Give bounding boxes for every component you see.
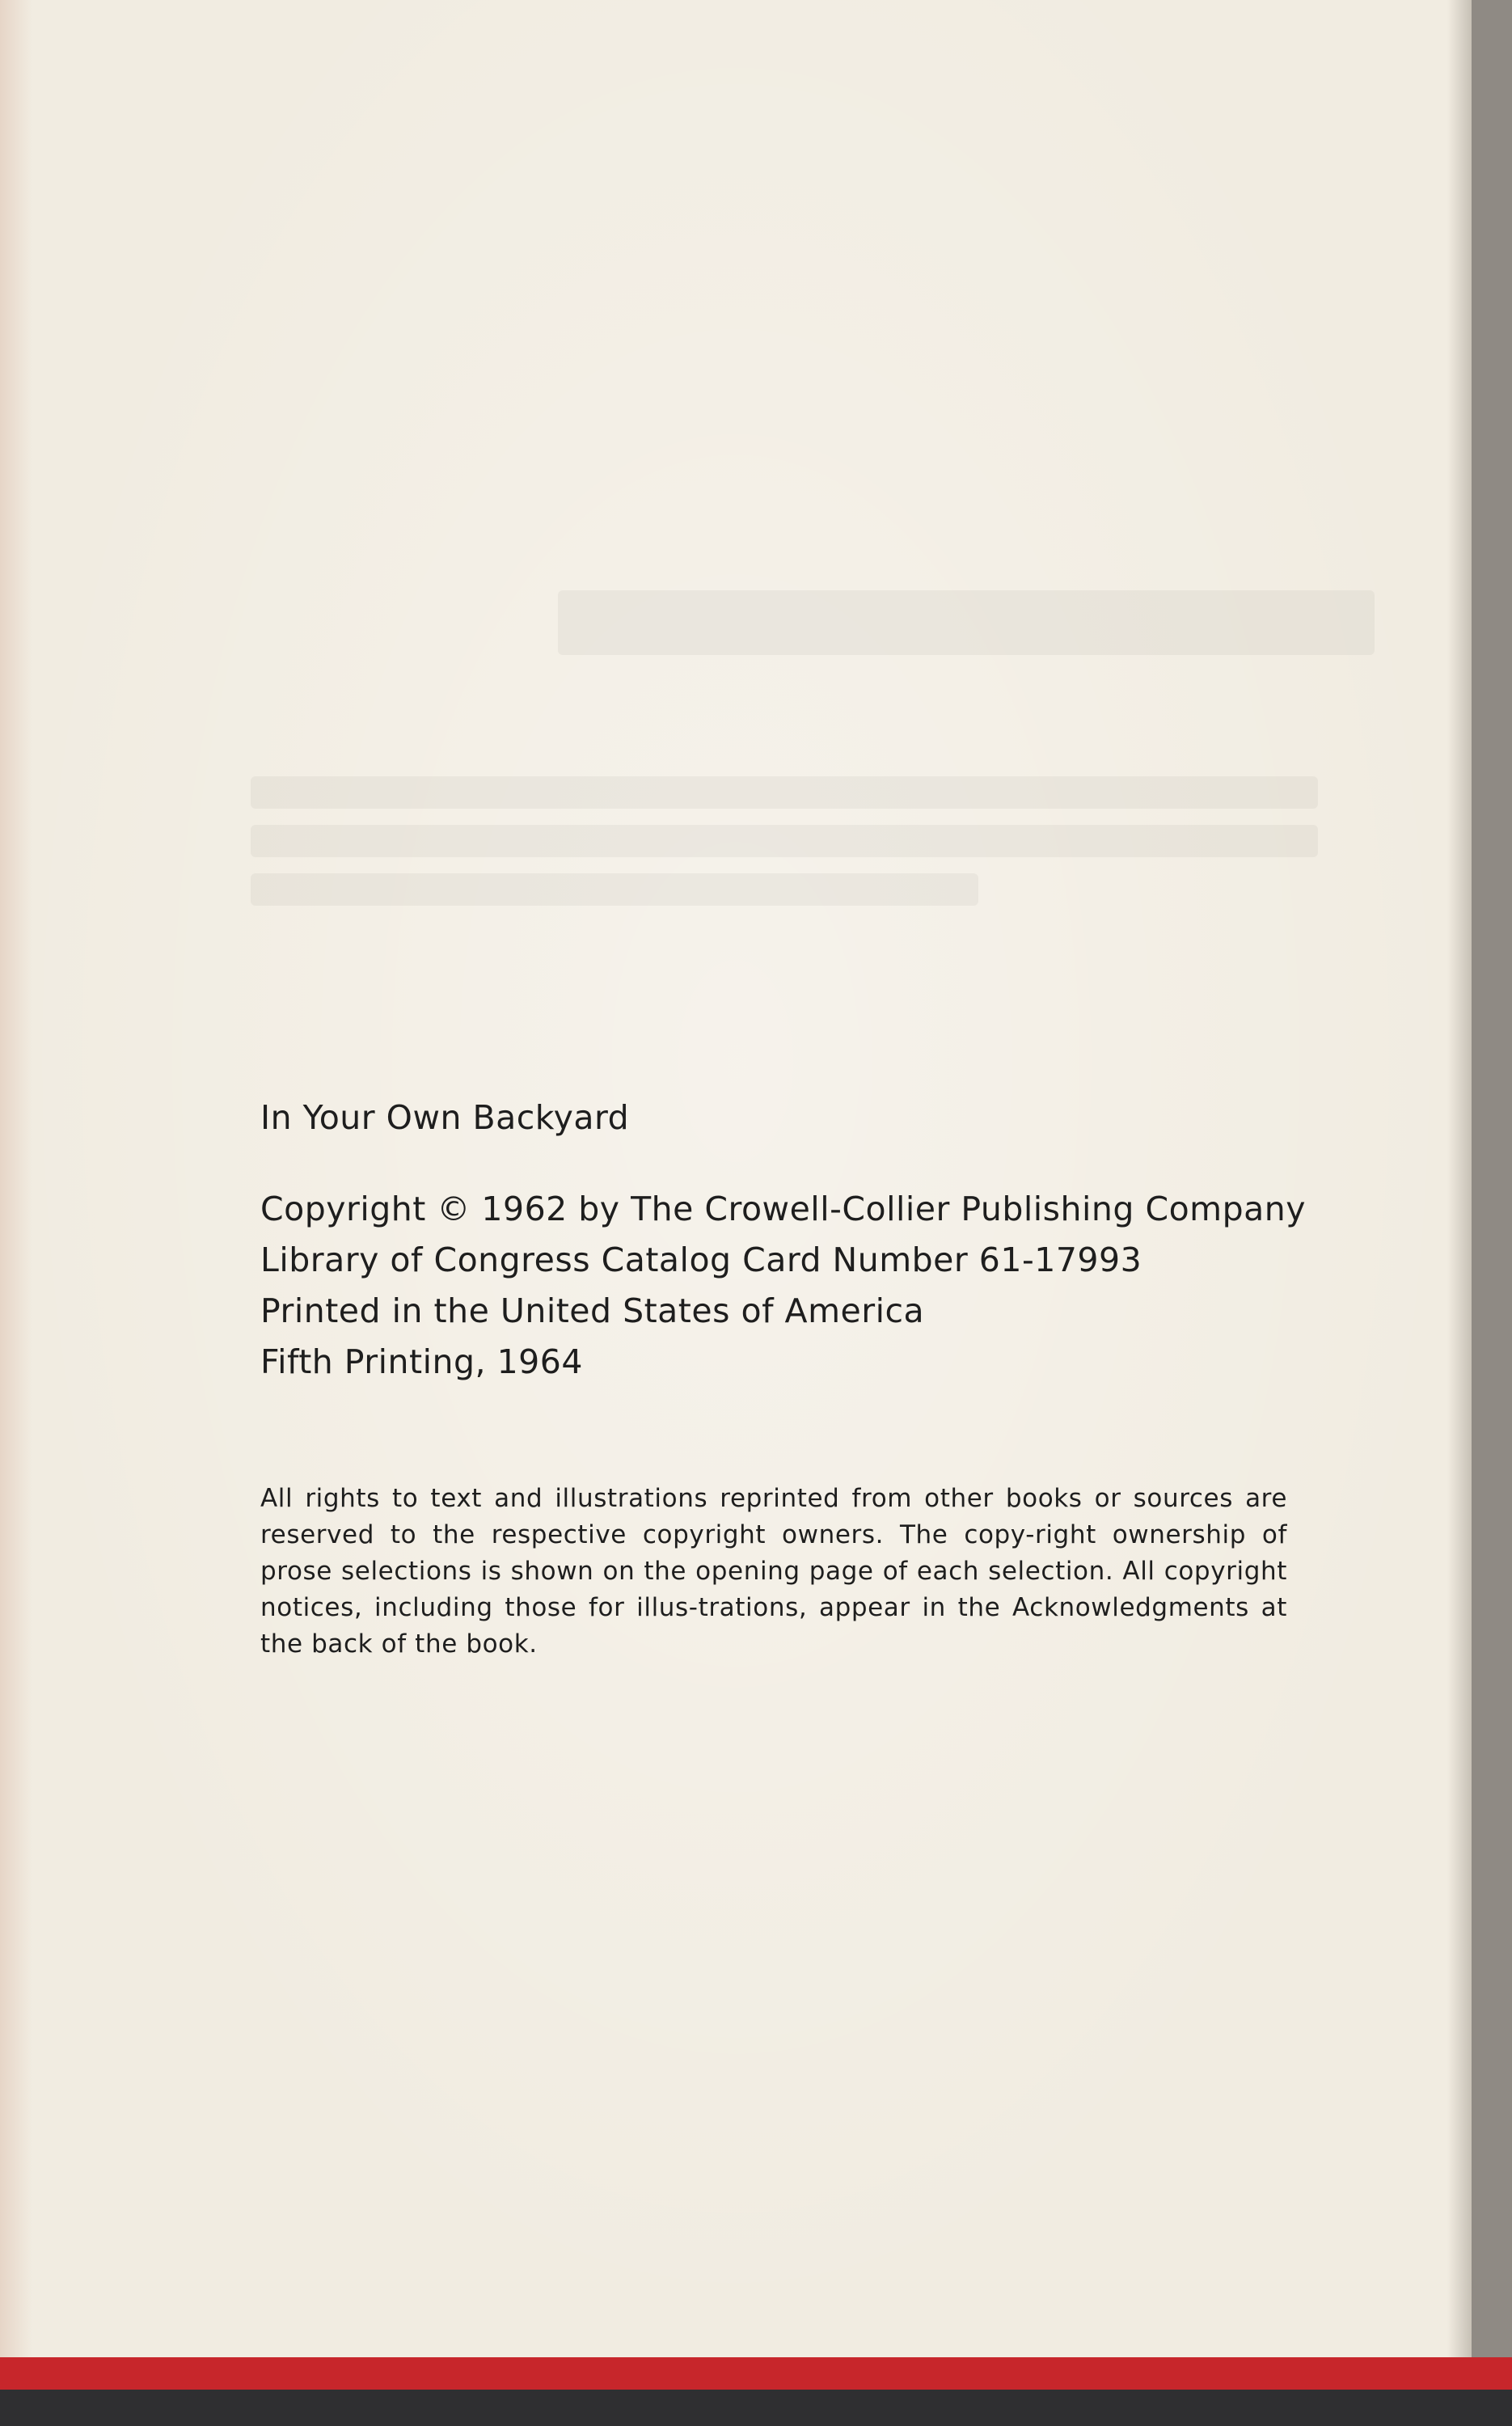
printed-in: Printed in the United States of America: [260, 1291, 925, 1330]
catalog-card-number: Library of Congress Catalog Card Number 61-17993: [260, 1240, 1142, 1279]
cover-board-edge: [1472, 0, 1512, 2390]
copyright-block: [260, 1184, 1392, 1388]
copyright-statement: Copyright © 1962 by The Crowell-Collier Publishing Company: [260, 1190, 1307, 1228]
rights-notice: All rights to text and illustrations reprinted from other books or sources are reserved to the respective copyright owners. The copy-right ownership of prose selections is shown on the opening page of each selection. All copyright notices, including those for illus-trations, appear in the Acknowledgments at the back of the book.: [260, 1484, 1287, 1659]
copyright-page-content: [260, 1093, 1392, 1663]
printing-edition: Fifth Printing, 1964: [260, 1342, 583, 1381]
show-through-text: [558, 590, 1383, 914]
cover-cloth-edge: [0, 2357, 1512, 2390]
background-surface: [0, 2390, 1512, 2426]
book-title: In Your Own Backyard: [260, 1098, 630, 1137]
page-gutter-shadow: [1447, 0, 1472, 2357]
